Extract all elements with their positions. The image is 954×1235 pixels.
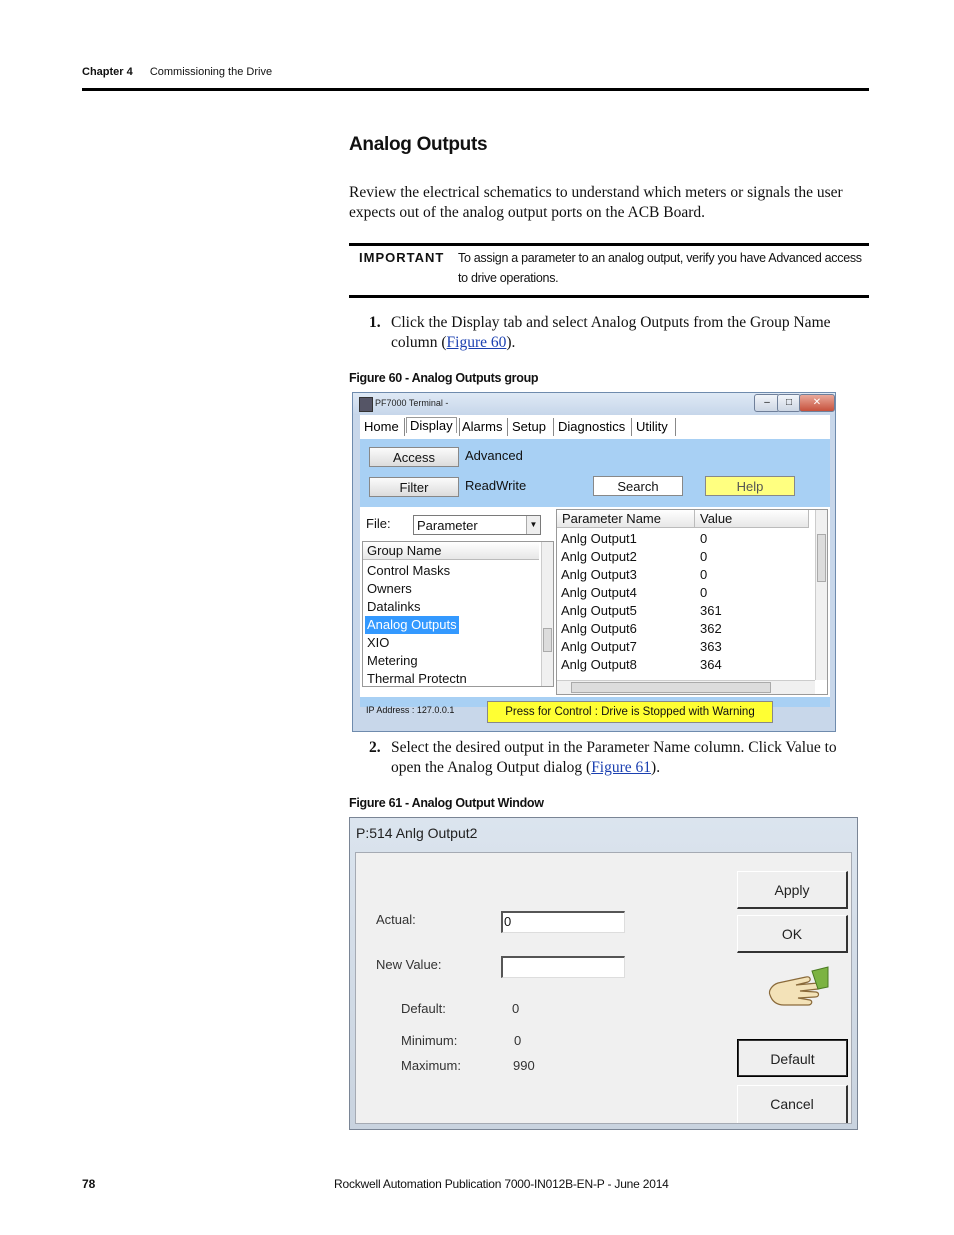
list-item[interactable]: Owners: [367, 581, 412, 596]
filter-value: ReadWrite: [465, 478, 527, 493]
access-value: Advanced: [465, 448, 523, 463]
scroll-thumb[interactable]: [543, 628, 552, 652]
table-row-value[interactable]: 0: [700, 585, 708, 600]
important-text: To assign a parameter to an analog output, verify you have Advanced access to drive operations.: [458, 251, 862, 285]
app-icon: [359, 397, 373, 412]
publication-info: Rockwell Automation Publication 7000-IN012B-EN-P - June 2014: [334, 1177, 669, 1191]
intro-paragraph: Review the electrical schematics to understand which meters or signals the user expects out of the analog output ports on the ACB Board.: [349, 184, 843, 221]
cancel-button[interactable]: Cancel: [737, 1085, 848, 1123]
default-label: Default:: [401, 1001, 446, 1016]
step-text-end: ).: [506, 334, 516, 351]
tab-bar: [360, 415, 830, 439]
close-button[interactable]: ✕: [799, 394, 835, 412]
table-row-value[interactable]: 364: [700, 657, 722, 672]
list-item-selected[interactable]: Analog Outputs: [367, 617, 457, 632]
file-select[interactable]: [413, 515, 541, 535]
group-scrollbar[interactable]: [541, 542, 554, 686]
parameter-name-header[interactable]: Parameter Name: [557, 510, 695, 528]
pointing-hand-icon: [766, 965, 830, 1011]
parameter-hscrollbar[interactable]: [557, 680, 815, 695]
dialog-client: [355, 852, 852, 1124]
tab-utility[interactable]: Utility: [636, 419, 668, 434]
parameter-list: [556, 509, 828, 695]
search-button[interactable]: Search: [593, 476, 683, 496]
table-row-name[interactable]: Anlg Output2: [561, 549, 637, 564]
tab-diagnostics[interactable]: Diagnostics: [558, 419, 626, 434]
access-button[interactable]: Access: [369, 447, 459, 467]
terminal-titlebar: [353, 393, 835, 415]
table-row-name[interactable]: Anlg Output4: [561, 585, 637, 600]
group-name-header[interactable]: Group Name: [363, 542, 539, 560]
apply-button[interactable]: Apply: [737, 871, 848, 909]
table-row-name[interactable]: Anlg Output6: [561, 621, 637, 636]
maximum-value: 990: [513, 1058, 535, 1073]
table-row-name[interactable]: Anlg Output1: [561, 531, 637, 546]
section-title: Analog Outputs: [349, 134, 488, 155]
chapter-title: Commissioning the Drive: [149, 66, 273, 78]
terminal-window: [352, 392, 836, 732]
filter-button[interactable]: Filter: [369, 477, 459, 497]
scroll-thumb[interactable]: [817, 534, 826, 582]
file-select-value: Parameter: [417, 518, 478, 533]
default-button[interactable]: Default: [737, 1039, 848, 1077]
table-row-name[interactable]: Anlg Output3: [561, 567, 637, 582]
table-row-value[interactable]: 0: [700, 531, 708, 546]
table-row-name[interactable]: Anlg Output7: [561, 639, 637, 654]
tab-separator: [553, 418, 554, 436]
tab-alarms[interactable]: Alarms: [462, 419, 503, 434]
table-row-value[interactable]: 362: [700, 621, 722, 636]
header-rule: [82, 88, 869, 91]
actual-field: 0: [501, 911, 625, 933]
step-number: 1.: [369, 314, 381, 331]
table-row-name[interactable]: Anlg Output5: [561, 603, 637, 618]
dialog-title: P:514 Anlg Output2: [356, 825, 478, 841]
list-item[interactable]: Thermal Protectn: [367, 671, 467, 686]
chevron-down-icon[interactable]: ▼: [526, 516, 540, 534]
maximum-label: Maximum:: [401, 1058, 461, 1073]
ok-button[interactable]: OK: [737, 915, 848, 953]
list-item[interactable]: XIO: [367, 635, 390, 650]
step-number: 2.: [369, 739, 381, 756]
tab-home[interactable]: Home: [364, 419, 399, 434]
table-row-value[interactable]: 363: [700, 639, 722, 654]
table-row-value[interactable]: 0: [700, 549, 708, 564]
minimize-button[interactable]: –: [754, 394, 780, 412]
step-2: [369, 738, 861, 778]
new-value-input[interactable]: [501, 956, 625, 978]
default-value: 0: [512, 1001, 520, 1016]
page-number: 78: [82, 1177, 96, 1191]
list-item[interactable]: Metering: [367, 653, 418, 668]
terminal-client: [360, 415, 830, 718]
scroll-thumb[interactable]: [571, 682, 771, 693]
step-text: Click the Display tab and select Analog Outputs from the Group Name column (: [391, 314, 831, 351]
value-header[interactable]: Value: [695, 510, 809, 528]
step-text-end: ).: [651, 759, 661, 776]
list-item[interactable]: Datalinks: [367, 599, 421, 614]
chapter-number: Chapter 4: [82, 66, 133, 78]
table-row-value[interactable]: 0: [700, 567, 708, 582]
figure-61-link[interactable]: Figure 61: [591, 759, 652, 776]
tab-separator: [507, 418, 508, 436]
minimum-label: Minimum:: [401, 1033, 458, 1048]
important-label: IMPORTANT: [359, 250, 445, 265]
tab-separator: [459, 418, 460, 436]
tab-display[interactable]: Display: [406, 417, 457, 433]
file-label: File:: [366, 516, 391, 531]
terminal-title: PF7000 Terminal -: [375, 398, 449, 408]
analog-output-dialog: [349, 817, 858, 1130]
tab-separator: [631, 418, 632, 436]
tab-separator: [404, 418, 405, 436]
table-row-value[interactable]: 361: [700, 603, 722, 618]
new-value-label: New Value:: [376, 957, 442, 972]
step-1: [369, 313, 871, 353]
help-button[interactable]: Help: [705, 476, 795, 496]
figure-60-link[interactable]: Figure 60: [446, 334, 507, 351]
table-row-name[interactable]: Anlg Output8: [561, 657, 637, 672]
press-for-control-button[interactable]: Press for Control : Drive is Stopped with Warning: [487, 701, 773, 723]
tab-separator: [675, 418, 676, 436]
actual-label: Actual:: [376, 912, 416, 927]
tab-setup[interactable]: Setup: [512, 419, 546, 434]
step-text: Select the desired output in the Parameter Name column. Click Value to open the Analog Output dialog (: [391, 739, 837, 776]
group-list: [362, 541, 554, 687]
ip-address: IP Address : 127.0.0.1: [366, 705, 455, 715]
list-item[interactable]: Control Masks: [367, 563, 451, 578]
figure-61-caption: Figure 61 - Analog Output Window: [349, 796, 544, 810]
minimum-value: 0: [514, 1033, 522, 1048]
figure-60-caption: Figure 60 - Analog Outputs group: [349, 371, 539, 385]
maximize-button[interactable]: □: [777, 394, 801, 412]
page-header: [82, 66, 272, 78]
parameter-vscrollbar[interactable]: [815, 510, 828, 680]
